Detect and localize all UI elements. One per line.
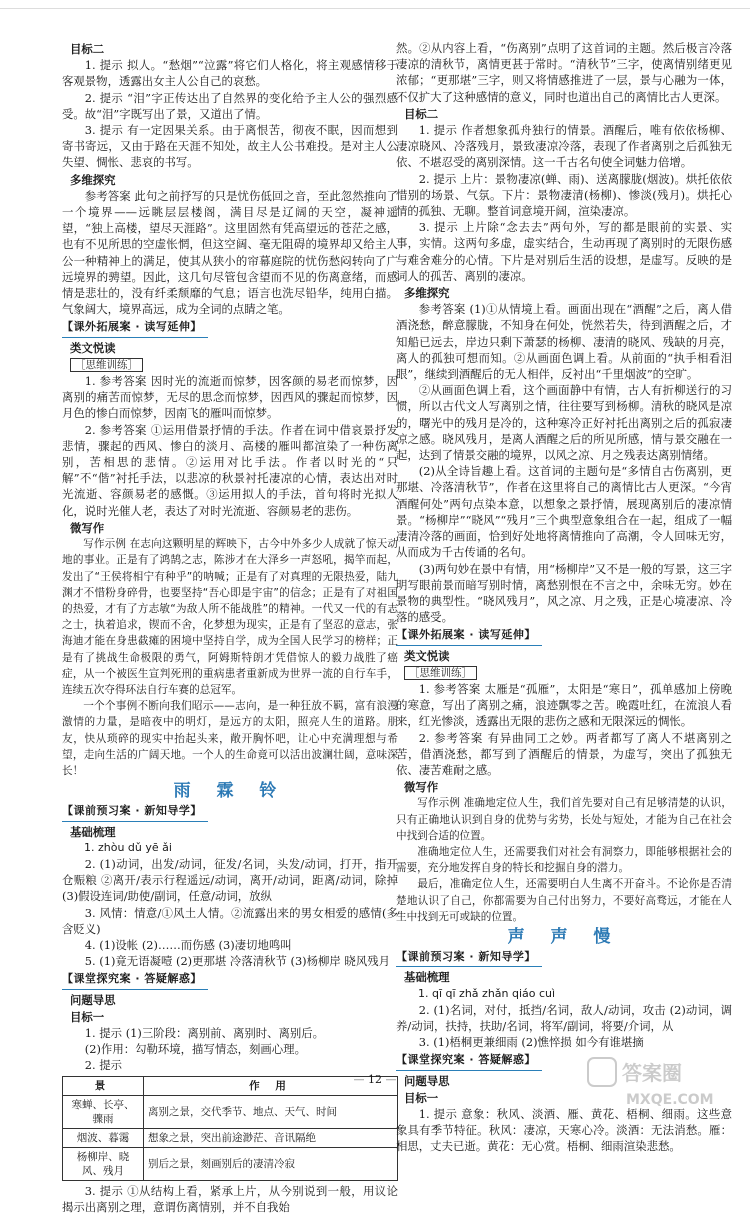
hint-paragraph: 1. 提示 意象：秋风、淡酒、雁、黄花、梧桐、细雨。这些意象具有季节特征。秋风：凄凉，天寒心冷。淡酒：无法消愁。雁：相思，丈夫已逝。黄花：无心赏。梧桐、细雨渲染悲愁。 <box>396 1107 732 1154</box>
section-banner: 【课堂探究案 · 答疑解惑】 <box>62 970 208 989</box>
writing-sample: 准确地定位人生，还需要我们对社会有洞察力，即能够根据社会的需要，充分地发挥自身的特长和挖掘自身的潜力。 <box>396 845 732 875</box>
scene-function-table <box>62 1076 398 1181</box>
table-row: 杨柳岸、晓风、残月 别后之景，刻画别后的凄清冷寂 <box>63 1147 398 1180</box>
hint-paragraph: 1. 提示 拟人。“愁烟”“泣露”将它们人格化，将主观感情移于客观景物，透露出女主人公自己的哀愁。 <box>62 58 398 89</box>
heading-goal-two: 目标二 <box>404 106 439 121</box>
answer-paragraph: (2)从全诗旨趣上看。这首词的主题句是“多情自古伤离别，更那堪、冷落清秋节”，作者在这里将自己的离情比古人更深。“今宵酒醒何处”两句点染本意，以想象之景抒情，展现离别后的凄凉情景。“杨柳岸”“晓风”“残月”三个典型意象组合在一起，组成了一幅凄清冷落的画面，恰到好处地将离情推向了高潮，令人回味无穷，从而成为千古传诵的名句。 <box>396 464 732 560</box>
page-number: — 12 — <box>353 1073 397 1086</box>
answer-item: 4. (1)设帐 (2)……而伤感 (3)凄切地鸣叫 <box>84 937 292 952</box>
answer-paragraph: 2. 参考答案 ①运用借景抒情的手法。作者在词中借哀景抒发悲情，骤起的西风、惨白的淡月、高楼的雁叫都渲染了一种伤离别，苦相思的悲情。②运用对比手法。作者以时光的“只解”不“偕”衬托手法，以悲凉的秋景衬托凄凉的心情，表达出对时光流逝、容颜易老的感慨。③运用拟人的手法，首句将时光拟人化，说时光催人老，表达了对时光流逝、容颜易老的悲伤。 <box>62 422 398 518</box>
table-header: 作 用 <box>144 1076 398 1095</box>
answer-item: 2. (1)动词，出发/动词，征发/名词，头发/动词，打开，指开仓赈粮 ②离开/表示行程遥远/动词，离开/动词，距离/动词，除掉 (3)假设连词/助使/副词，任意/动词，放纵 <box>62 856 398 904</box>
page-number-value: 12 <box>368 1073 382 1086</box>
heading-micro-writing: 微写作 <box>70 520 105 535</box>
lesson-title: 雨 霖 铃 <box>173 781 287 802</box>
heading-reading: 类文悦读 <box>70 340 116 355</box>
svg-text:MXQE.COM: MXQE.COM <box>626 1092 714 1108</box>
answer-paragraph: 1. 参考答案 太雁是“孤雁”，太阳是“寒日”，孤单感加上傍晚的寒意，写出了离别之痛，浪迹飘零之苦。晚霞吐红，在流浪人看来，红光惨淡，透露出无限的悲伤之感和无限深远的惆怅。 <box>396 681 732 729</box>
answer-paragraph: ②从画面色调上看，这个画面静中有情，古人有折柳送行的习惯，所以古代文人写离别之情，往往要写到杨柳。清秋的晓风是凉的，曙光中的残月是冷的，这种寒冷正好衬托出离别之后的孤寂凄凉之感。晓风残月，是离人酒醒之后的所见所感，情与景交融在一起，达到了情景交融的境界，以风之凉、月之残表达离别情绪。 <box>396 383 732 463</box>
heading-micro-writing: 微写作 <box>404 780 439 795</box>
answer-item: 3. (1)梧桐更兼细雨 (2)憔悴损 如今有谁堪摘 <box>418 1035 644 1050</box>
heading-goal-one: 目标一 <box>404 1090 439 1105</box>
hint-paragraph: 2. 提示 上片：景物凄凉(蝉、雨)、送离朦胧(烟波)。烘托依依惜别的场景、气氛。下片：景物凄清(杨柳)、惨淡(残月)。烘托心情的孤独、无聊。整首词意境开阔，渲染凄凉。 <box>396 171 732 219</box>
pinyin-answer: 1. qī qī zhǎ zhǎn qiáo cuì <box>418 986 556 1000</box>
hint-paragraph: 1. 提示 (1)三阶段：离别前、离别时、离别后。 <box>84 1025 325 1040</box>
left-column <box>62 40 398 1215</box>
page-top-edge <box>0 0 750 9</box>
heading-goal-one: 目标一 <box>70 1009 105 1024</box>
answer-item: 2. (1)名词，对付，抵挡/名词，敌人/动词，攻击 (2)动词，调养/动词，扶持，扶助/名词，将军/副词，将要/介词，从 <box>396 1002 732 1033</box>
hint-paragraph: 3. 提示 上片除“念去去”两句外，写的都是眼前的实景、实事，实情。这两句多虚，虚实结合，生动再现了离别时的无限伤感与难舍难分的心情。下片是对别后生活的设想，是虚写。反映的是词人的孤苦、离别的凄凉。 <box>396 220 732 283</box>
heading-multi-explore: 多维探究 <box>404 286 450 301</box>
answer-item: 5. (1)竟无语凝噎 (2)更那堪 冷落清秋节 (3)杨柳岸 晓风残月 <box>84 954 390 969</box>
section-banner: 【课前预习案 · 新知导学】 <box>62 802 208 821</box>
hint-paragraph: 3. 提示 ①从结构上看，紧承上片，从今别说到一般，用议论揭示出离别之理，意谓伤离情别，并不自我始 <box>62 1183 398 1214</box>
section-banner: 【课前预习案 · 新知导学】 <box>396 948 542 967</box>
right-column <box>396 40 732 1155</box>
answer-paragraph: 2. 参考答案 有异曲同工之妙。两者都写了离人不堪离别之苦，借酒浇愁，都写到了酒醒后的情景，为虚写，突出了孤独无依、凄苦难耐之感。 <box>396 730 732 777</box>
writing-sample: 最后，准确定位人生，还需要明白人生离不开奋斗。不论你是否清楚地认识了自己，你都需要为自己付出努力，不要好高骛远，才能在人生中找到无可或缺的位置。 <box>396 878 732 923</box>
section-banner: 【课外拓展案 · 读写延伸】 <box>62 318 208 337</box>
table-header: 景 <box>63 1076 144 1095</box>
heading-multi-explore: 多维探究 <box>70 172 116 187</box>
answer-item: 3. 风情：情意/①风土人情。②流露出来的男女相爱的感情(多含贬义) <box>62 905 398 936</box>
watermark-logo <box>586 1054 736 1112</box>
answer-paragraph: 参考答案 此句之前抒写的只是忧伤低回之音，至此忽然推向了一个境界——远眺层层楼阁，满目尽是辽阔的天空，凝神遥望，“独上高楼，望尽天涯路”。这里固然有凭高望远的苍茫之感，也有不见所思的空虚怅惘，但这空阔、毫无阻碍的境界却又给主人公一种精神上的满足，使其从狭小的帘幕庭院的忧伤愁闷转向了广远境界的骋望。因此，这几句尽管包含望而不见的伤离意绪，而感情是悲壮的，没有纤柔颓靡的气息；语言也洗尽铅华，纯用白描。气象阔大，境界高远，成为全词的点睛之笔。 <box>62 188 398 317</box>
pinyin-answer: 1. zhòu dǔ yē ǎi <box>84 840 172 854</box>
answer-paragraph: (3)两句妙在景中有情，用“杨柳岸”又不是一般的写景，这三字明写眼前景而暗写别时情，离愁别恨在不言之中，余味无穷。妙在景物的典型性。“晓风残月”，风之凉、月之残，正是心境凄凉、冷落的感受。 <box>396 561 732 625</box>
section-banner: 【课堂探究案 · 答疑解惑】 <box>396 1051 542 1070</box>
hint-paragraph: 2. 提示 <box>84 1058 123 1073</box>
section-banner: 【课外拓展案 · 读写延伸】 <box>396 626 542 645</box>
lesson-title: 声 声 慢 <box>507 926 621 947</box>
writing-sample: 写作示例 准确地定位人生，我们首先要对自己有足够清楚的认识，只有正确地认识到自身的优势与劣势，长处与短处，才能为自己在社会中找到合适的位置。 <box>396 797 732 842</box>
heading-goal-two: 目标二 <box>70 42 105 56</box>
hint-paragraph: 3. 提示 有一定因果关系。由于离恨苦，彻夜不眠，因而想到寄书寄远，又由于路在天涯不知处，故主人公书难投。是对主人公失望、惆怅、悲哀的书写。 <box>62 123 398 170</box>
heading-questions: 问题导思 <box>70 992 116 1007</box>
answer-paragraph: 1. 参考答案 因时光的流逝而惊梦，因客颜的易老而惊梦，因离别的痛苦而惊梦，无尽的思念而惊梦，因西风的骤起而惊梦，因月色的惨白而惊梦，因南飞的雁叫而惊梦。 <box>62 374 398 421</box>
continued-paragraph: 然。②从内容上看，“伤离别”点明了这首词的主题。然后极言冷落凄凉的清秋节，离情更甚于常时。“清秋节”三字，使离情别绪更见浓郁；“更那堪”三字，则又将情感推进了一层，景与心融为一体，不仅扩大了这种感情的意义，同时也道出自己的离情比古人更深。 <box>396 41 732 104</box>
heading-questions: 问题导思 <box>404 1073 450 1088</box>
heading-basics: 基础梳理 <box>70 824 116 839</box>
heading-reading: 类文悦读 <box>404 648 450 663</box>
writing-sample: 一个个事例不断向我们昭示——志向，是一种狂放不羁，富有浪漫激情的力量，是暗夜中的明灯，是远方的太阳，照亮人生的道路。朋友，快从琐碎的现实中抬起头来，敞开胸怀吧，让心中充满理想与希望，走向生活的广阔天地。一个人的生命竟可以活出波澜壮阔，意味深长！ <box>62 700 398 777</box>
table-row: 寒蝉、长亭、骤雨 离别之景，交代季节、地点、天气、时间 <box>63 1095 398 1128</box>
answer-paragraph: 参考答案 (1)①从情境上看。画面出现在“酒醒”之后，离人借酒浇愁，醉意朦胧，不知身在何处，恍然若失，待到酒醒之后，才知船已远去，岸边只剩下萧瑟的杨柳、凄清的晓风、残缺的月亮，离人的孤独可想而知。②从画面色调上看。从前面的“执手相看泪眼”，继续到酒醒后的无人相伴，反衬出“千里烟波”的空旷。 <box>396 302 732 382</box>
hint-paragraph: 2. 提示 “泪”字正传达出了自然界的变化给予主人公的强烈感受。故“泪”字既写出了景，又道出了情。 <box>62 90 398 121</box>
writing-sample: 写作示例 在志向这颗明星的辉映下，古今中外多少人成就了惊天动地的事业。正是有了鸿鹄之志，陈涉才在大泽乡一声怒吼，揭竿而起，发出了“王侯将相宁有种乎”的呐喊；正是有了对真理的无限热爱，陆九渊才不惜粉身碎骨，也要坚持“吾心即是宇宙”的信念；正是有了对祖国的热爱，才有了方志敏“为敌人所不能战胜”的精神。一代又一代的有志之士，执着追求，锲而不舍，化梦想为现实，正是有了坚忍的意志，张海迪才能在身患截瘫的困境中坚持自学，成为全国人民学习的榜样；正是有了挑战生命极限的勇气，阿姆斯特朗才凭借惊人的毅力战胜了癌症，从一个被医生宣判死刑的重病患者重新成为世界一流的自行车手，连续五次夺得环法自行车赛的总冠军。 <box>62 538 398 696</box>
hint-paragraph: (2)作用：勾勒环境，描写情态，刻画心理。 <box>84 1042 306 1057</box>
hint-paragraph: 1. 提示 作者想象孤舟独行的情景。酒醒后，唯有依依杨柳、凄凉晓风、冷落残月，景致凄凉冷落，表现了作者离别之后孤独无依、不堪忍受的离别深情。这一千古名句使全词魅力倍增。 <box>396 123 732 170</box>
label-thinking: ［思维训练］ <box>396 664 732 681</box>
svg-text:答案圈: 答案圈 <box>622 1061 682 1085</box>
heading-basics: 基础梳理 <box>404 970 450 985</box>
table-row: 烟波、暮霭 想象之景，突出前途渺茫、音讯隔绝 <box>63 1128 398 1147</box>
label-thinking: ［思维训练］ <box>62 356 398 373</box>
